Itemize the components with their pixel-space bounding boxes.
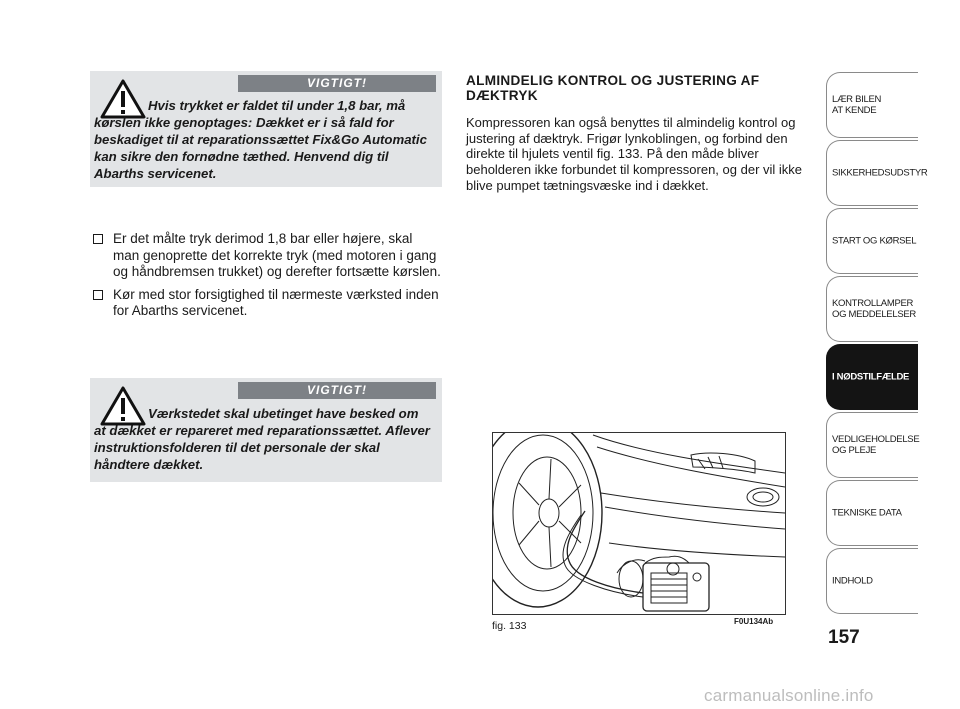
warning-box-1 — [90, 71, 442, 187]
checkbox-icon — [93, 234, 103, 244]
nav-tab-i-nodstilfaelde[interactable] — [826, 344, 918, 410]
nav-tab-indhold[interactable] — [826, 548, 918, 614]
wheel-compressor-drawing — [493, 433, 785, 614]
section-body: Kompressoren kan også benyttes til almindelig kontrol og justering af dæktryk. Frigør lynkoblingen, og forbind den direkte til hjulets ventil fig. 133. På den måde bliver beholderen ikke forbundet til kompressoren, og der vil ikke blive pumpet tætningsvæske ind i dækket. — [466, 115, 803, 193]
list-item — [90, 287, 442, 320]
list-item — [90, 231, 442, 281]
page-number: 157 — [828, 627, 860, 648]
warning-text: Værkstedet skal ubetinget have besked om at dækket er repareret med reparationssættet. Aflever instruktionsfolderen til det personale der skal håndtere dækket. — [94, 406, 430, 472]
nav-tab-sikkerhedsudstyr[interactable] — [826, 140, 928, 206]
nav-tab-label: TEKNISKE DATA — [832, 507, 902, 519]
figure-label: fig. 133 — [492, 620, 527, 632]
list-item-text: Kør med stor forsigtighed til nærmeste værksted inden for Abarths servicenet. — [113, 286, 439, 318]
bullet-list — [90, 231, 442, 326]
nav-tab-laer-bilen[interactable] — [826, 72, 918, 138]
warning-header: VIGTIGT! — [238, 75, 436, 92]
nav-tab-label: SIKKERHEDSUDSTYR — [832, 167, 928, 179]
watermark: carmanualsonline.info — [704, 686, 874, 705]
figure-code: F0U134Ab — [734, 617, 774, 626]
checkbox-icon — [93, 290, 103, 300]
nav-tab-label: VEDLIGEHOLDELSE OG PLEJE — [832, 434, 920, 456]
nav-tab-tekniske-data[interactable] — [826, 480, 918, 546]
nav-tab-label: KONTROLLAMPER OG MEDDELELSER — [832, 298, 916, 320]
list-item-text: Er det målte tryk derimod 1,8 bar eller højere, skal man genoprette det korrekte tryk (med motoren i gang og håndbremsen trukket) og derefter fortsætte kørslen. — [113, 231, 441, 279]
nav-tab-label: I NØDSTILFÆLDE — [832, 371, 910, 383]
nav-tab-start-og-korsel[interactable] — [826, 208, 918, 274]
nav-tab-label: LÆR BILEN AT KENDE — [832, 94, 882, 116]
warning-box-2 — [90, 378, 442, 482]
figure-compressor-illustration — [492, 432, 786, 615]
nav-tab-vedligeholdelse[interactable] — [826, 412, 918, 478]
section-title: ALMINDELIG KONTROL OG JUSTERING AF DÆKTRYK — [466, 73, 760, 103]
warning-header: VIGTIGT! — [238, 382, 436, 399]
nav-tab-kontrollamper[interactable] — [826, 276, 918, 342]
nav-tab-label: INDHOLD — [832, 575, 873, 587]
nav-tab-label: START OG KØRSEL — [832, 235, 917, 247]
warning-text: Hvis trykket er faldet til under 1,8 bar, må kørslen ikke genoptages: Dækket er i så fald for beskadiget til at reparationssættet Fix&Go Automatic kan sikre den fornødne tæthed. Henvend dig til Abarths servicenet. — [94, 98, 427, 181]
